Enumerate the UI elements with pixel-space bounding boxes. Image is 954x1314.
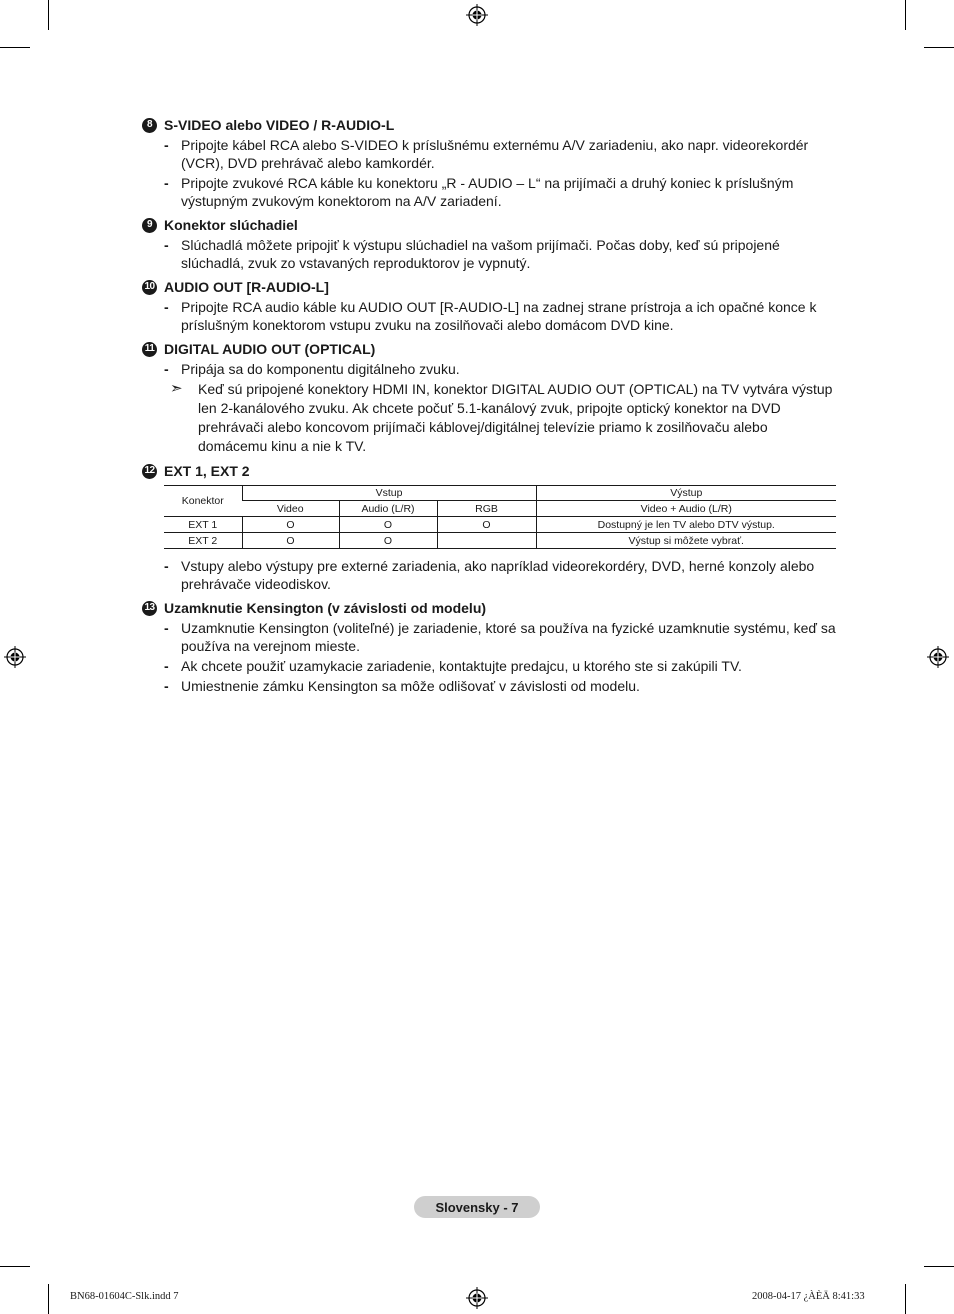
table-row <box>164 517 836 533</box>
dash-bullet: - <box>164 299 169 315</box>
section-number-badge: 12 <box>142 464 157 479</box>
section-audio-out <box>142 278 836 334</box>
table-cell: O <box>242 533 339 549</box>
section-title: Uzamknutie Kensington (v závislosti od modelu) <box>164 600 487 616</box>
section-number-badge: 8 <box>142 118 157 133</box>
print-slug-filename: BN68-01604C-Slk.indd 7 <box>70 1291 179 1302</box>
table-header-cell: Video + Audio (L/R) <box>536 501 836 517</box>
crop-mark <box>924 1266 954 1267</box>
list-item-text: Uzamknutie Kensington (voliteľné) je zariadenie, ktoré sa používa na fyzické uzamknutie systému, keď sa používa na verejnom mieste. <box>181 620 836 654</box>
table-cell: O <box>437 517 536 533</box>
section-title: S-VIDEO alebo VIDEO / R-AUDIO-L <box>164 117 395 133</box>
table-header-cell: RGB <box>437 501 536 517</box>
section-heading <box>142 278 836 296</box>
registration-mark-icon <box>466 1287 488 1309</box>
table-cell: O <box>242 517 339 533</box>
ext-table <box>164 485 836 549</box>
list-item <box>142 657 836 675</box>
list-item-text: Pripája sa do komponentu digitálneho zvuku. <box>181 361 460 377</box>
page-number-badge: Slovensky - 7 <box>414 1196 540 1218</box>
table-cell: EXT 2 <box>164 533 242 549</box>
dash-bullet: - <box>164 678 169 694</box>
dash-bullet: - <box>164 658 169 674</box>
table-header-cell: Audio (L/R) <box>339 501 437 517</box>
table-cell: EXT 1 <box>164 517 242 533</box>
section-number-badge: 10 <box>142 280 157 295</box>
section-heading <box>142 599 836 617</box>
table-header-cell: Vstup <box>242 486 536 501</box>
crop-mark <box>905 0 906 30</box>
list-item <box>142 136 836 172</box>
list-item <box>142 619 836 655</box>
section-ext <box>142 462 836 593</box>
manual-content <box>142 116 836 701</box>
list-item-text: Ak chcete použiť uzamykacie zariadenie, kontaktujte predajcu, u ktorého ste si zakúpili TV. <box>181 658 742 674</box>
table-header-cell: Výstup <box>536 486 836 501</box>
section-digital-audio-out <box>142 340 836 456</box>
section-headphones <box>142 216 836 272</box>
section-title: AUDIO OUT [R-AUDIO-L] <box>164 279 329 295</box>
list-item-text: Umiestnenie zámku Kensington sa môže odlišovať v závislosti od modelu. <box>181 678 640 694</box>
table-cell <box>437 533 536 549</box>
dash-bullet: - <box>164 620 169 636</box>
section-kensington <box>142 599 836 695</box>
table-header-row <box>164 501 836 517</box>
registration-mark-icon <box>927 646 949 668</box>
dash-bullet: - <box>164 237 169 253</box>
section-heading <box>142 340 836 358</box>
section-title: Konektor slúchadiel <box>164 217 298 233</box>
table-header-row <box>164 486 836 501</box>
table-row <box>164 533 836 549</box>
list-item-text: Vstupy alebo výstupy pre externé zariadenia, ako napríklad videorekordéry, DVD, herné konzoly alebo prehrávače videodiskov. <box>181 558 815 592</box>
section-number-badge: 13 <box>142 601 157 616</box>
crop-mark <box>0 47 30 48</box>
section-heading <box>142 462 836 480</box>
registration-mark-icon <box>466 4 488 26</box>
list-item-text: Pripojte RCA audio káble ku AUDIO OUT [R-AUDIO-L] na zadnej strane prístroja a ich opačné konce k príslušným konektorom vstupu zvuku na zosilňovači alebo domácom DVD kine. <box>181 299 817 333</box>
list-item <box>142 557 836 593</box>
section-title: EXT 1, EXT 2 <box>164 463 250 479</box>
list-item <box>142 236 836 272</box>
section-number-badge: 11 <box>142 342 157 357</box>
list-item <box>142 174 836 210</box>
note-text: Keď sú pripojené konektory HDMI IN, konektor DIGITAL AUDIO OUT (OPTICAL) na TV vytvára výstup len 2-kanálového zvuku. Ak chcete počuť 5.1-kanálový zvuk, pripojte optický konektor na DVD prehrávači alebo koncovom prijímači káblovej/digitálnej televízie priamo k zosilňovaču alebo domácemu kinu a nie k TV. <box>198 381 833 454</box>
table-cell: Výstup si môžete vybrať. <box>536 533 836 549</box>
dash-bullet: - <box>164 175 169 191</box>
section-heading <box>142 116 836 134</box>
list-item <box>142 360 836 378</box>
registration-mark-icon <box>4 646 26 668</box>
section-s-video <box>142 116 836 210</box>
list-item-text: Slúchadlá môžete pripojiť k výstupu slúchadiel na vašom prijímači. Počas doby, keď sú pripojené slúchadlá, zvuk zo vstavaných reproduktorov je vypnutý. <box>181 237 780 271</box>
note <box>142 380 836 456</box>
section-number-badge: 9 <box>142 218 157 233</box>
table-header-cell: Video <box>242 501 339 517</box>
section-title: DIGITAL AUDIO OUT (OPTICAL) <box>164 341 376 357</box>
table-cell: Dostupný je len TV alebo DTV výstup. <box>536 517 836 533</box>
list-item-text: Pripojte kábel RCA alebo S-VIDEO k príslušnému externému A/V zariadeniu, ako napr. videorekordér (VCR), DVD prehrávač alebo kamkordér. <box>181 137 809 171</box>
list-item <box>142 677 836 695</box>
crop-mark <box>0 1266 30 1267</box>
section-heading <box>142 216 836 234</box>
dash-bullet: - <box>164 558 169 574</box>
list-item <box>142 298 836 334</box>
crop-mark <box>48 1284 49 1314</box>
crop-mark <box>924 47 954 48</box>
list-item-text: Pripojte zvukové RCA káble ku konektoru „R - AUDIO – L“ na prijímači a druhý koniec k príslušným výstupným zvukovým konektorom na A/V zariadení. <box>181 175 794 209</box>
crop-mark <box>905 1284 906 1314</box>
dash-bullet: - <box>164 137 169 153</box>
crop-mark <box>48 0 49 30</box>
table-header-cell: Konektor <box>164 486 242 517</box>
table-cell: O <box>339 517 437 533</box>
note-arrow-icon: ➣ <box>170 380 183 397</box>
print-slug-timestamp: 2008-04-17 ¿ÀÈÄ 8:41:33 <box>752 1291 865 1302</box>
dash-bullet: - <box>164 361 169 377</box>
table-cell: O <box>339 533 437 549</box>
